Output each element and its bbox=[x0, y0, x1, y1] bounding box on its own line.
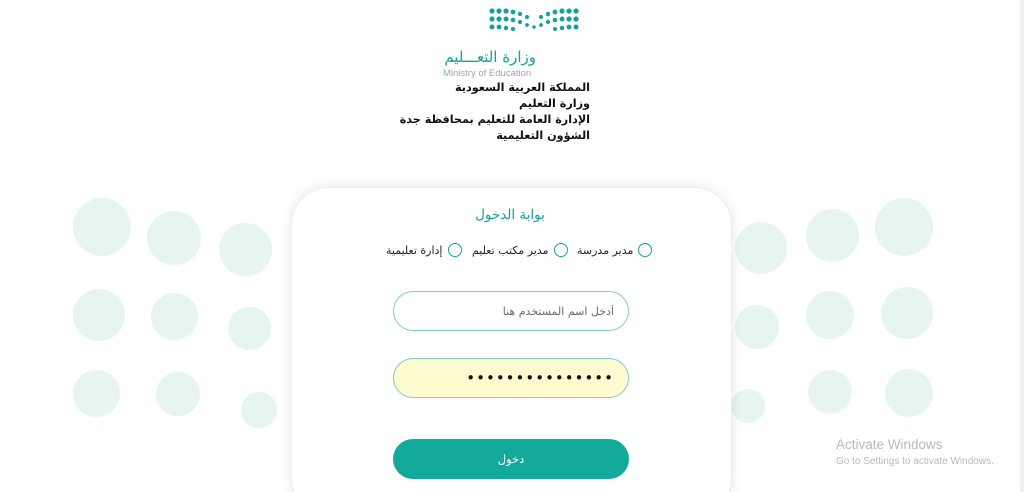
scrollbar[interactable] bbox=[1020, 0, 1024, 492]
activate-windows-title: Activate Windows bbox=[836, 437, 943, 452]
decorative-dot bbox=[806, 291, 854, 339]
decorative-dot bbox=[73, 370, 120, 417]
radio-button[interactable] bbox=[554, 243, 568, 257]
decorative-dot bbox=[156, 372, 200, 416]
radio-button[interactable] bbox=[448, 243, 462, 257]
decorative-dot bbox=[73, 198, 131, 256]
logo-english-name: Ministry of Education bbox=[443, 68, 532, 79]
role-option-school-principal[interactable] bbox=[577, 243, 652, 257]
decorative-dot bbox=[241, 392, 277, 428]
org-line-ministry: وزارة التعليم bbox=[519, 97, 590, 110]
radio-button[interactable] bbox=[638, 243, 652, 257]
role-option-education-administration[interactable] bbox=[386, 243, 462, 257]
decorative-dot bbox=[808, 370, 852, 414]
decorative-dot bbox=[219, 223, 272, 276]
activate-windows-watermark bbox=[836, 437, 994, 467]
decorative-dot bbox=[735, 222, 787, 274]
role-option-office-director[interactable] bbox=[472, 243, 568, 257]
decorative-dot bbox=[73, 289, 125, 341]
org-line-directorate: الإدارة العامة للتعليم بمحافظة جدة bbox=[399, 113, 590, 126]
decorative-dot bbox=[735, 305, 779, 349]
decorative-dot bbox=[147, 211, 201, 265]
organization-header bbox=[400, 80, 590, 144]
role-label: مدير مكتب تعليم bbox=[472, 243, 549, 257]
decorative-dot bbox=[875, 198, 933, 256]
logo-arabic-name: وزارة التعـــليم bbox=[444, 48, 536, 66]
login-button[interactable]: دخول bbox=[393, 439, 629, 479]
decorative-dot bbox=[151, 293, 198, 340]
login-title: بوابة الدخول bbox=[475, 207, 545, 223]
decorative-dot bbox=[885, 369, 933, 417]
username-input[interactable] bbox=[393, 291, 629, 331]
decorative-dot bbox=[881, 287, 933, 339]
ministry-logo-mark bbox=[488, 6, 580, 36]
role-label: مدير مدرسة bbox=[577, 243, 634, 257]
org-line-kingdom: المملكة العربية السعودية bbox=[454, 81, 590, 94]
activate-windows-subtitle: Go to Settings to activate Windows. bbox=[836, 456, 994, 467]
decorative-dot bbox=[228, 307, 271, 350]
decorative-dot bbox=[806, 209, 859, 262]
org-line-affairs: الشؤون التعليمية bbox=[496, 129, 590, 142]
decorative-dot bbox=[731, 389, 765, 423]
password-input[interactable] bbox=[393, 358, 629, 398]
ministry-logo bbox=[440, 6, 590, 80]
role-label: إدارة تعليمية bbox=[386, 243, 443, 257]
